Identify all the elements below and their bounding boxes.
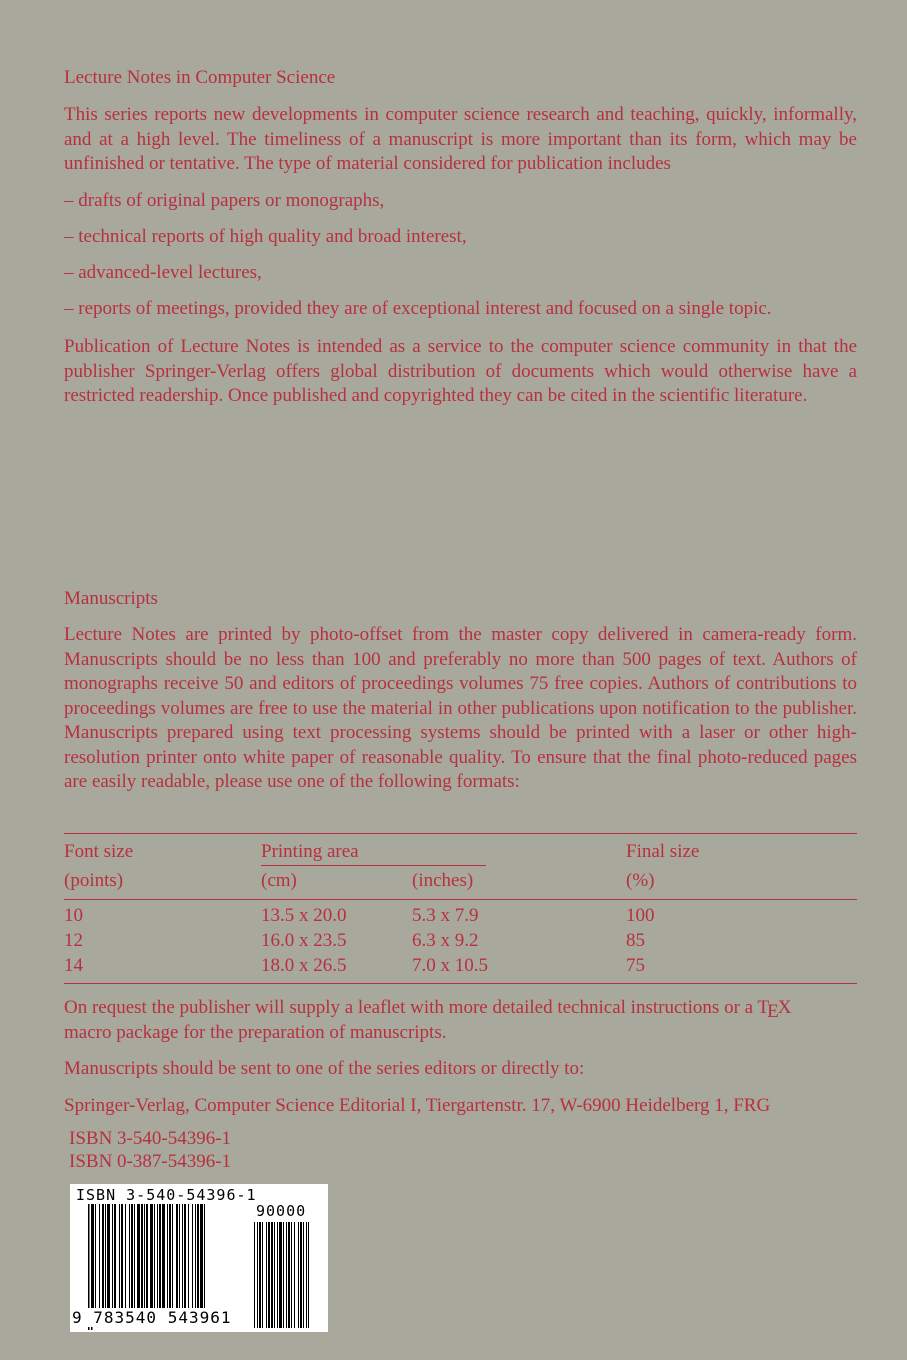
barcode-addon-text: 90000	[256, 1202, 307, 1220]
barcode-addon-bar	[303, 1222, 304, 1328]
request-line-1	[64, 996, 791, 1020]
barcode-bar	[167, 1204, 168, 1314]
barcode-addon-bar	[257, 1222, 258, 1328]
barcode-addon-bar	[271, 1222, 273, 1328]
barcode-bar	[197, 1204, 199, 1314]
cell-font: 14	[64, 955, 83, 976]
series-description: This series reports new developments in computer science research and teaching, quickly, informally, and at a high level. The timeliness of a manuscript is more important than its form, which may be unfinished or tentative. The type of material considered for publication includes	[64, 104, 857, 174]
cell-font: 10	[64, 905, 83, 926]
barcode-bar	[121, 1204, 123, 1314]
barcode-bar	[157, 1204, 158, 1314]
series-title: Lecture Notes in Computer Science	[64, 67, 336, 88]
barcode-bar	[179, 1204, 180, 1314]
tex-e: E	[767, 1001, 779, 1022]
bullet-item: – technical reports of high quality and broad interest,	[64, 226, 467, 247]
cell-cm: 13.5 x 20.0	[261, 905, 347, 926]
barcode-addon-bar	[279, 1222, 282, 1328]
table-bottom-rule	[64, 983, 857, 984]
cell-inches: 7.0 x 10.5	[412, 955, 488, 976]
barcode-addon-bar	[262, 1222, 263, 1328]
barcode-bar	[188, 1204, 189, 1314]
manuscripts-paragraph: Lecture Notes are printed by photo-offset from the master copy delivered in camera-ready form. Manuscripts should be no less than 100 and preferably no more than 500 pages of text. Authors of monographs receive 50 and editors of proceedings volumes 75 free copies. Authors of contributions to proceedings volumes are free to use the material in other publications upon notification to the publisher. Manuscripts prepared using text processing systems should be printed with a laser or other high-resolution printer onto white paper of reasonable quality. To ensure that the final photo-reduced pages are easily readable, please use one of the following formats:	[64, 624, 857, 792]
barcode-addon-bar	[294, 1222, 295, 1328]
barcode-addon-bar	[306, 1222, 307, 1328]
request-text: On request the publisher will supply a leaflet with more detailed technical instructions or a	[64, 997, 754, 1018]
isbn-barcode	[70, 1184, 328, 1332]
bullet-item: – drafts of original papers or monographs,	[64, 190, 385, 211]
manuscripts-heading: Manuscripts	[64, 588, 158, 609]
barcode-bar	[159, 1204, 161, 1314]
cell-cm: 16.0 x 23.5	[261, 930, 347, 951]
barcode-addon-bar	[259, 1222, 261, 1328]
barcode-bar	[131, 1204, 133, 1314]
barcode-bar	[95, 1204, 96, 1314]
barcode-addon-bar	[291, 1222, 292, 1328]
cell-final: 100	[626, 905, 655, 926]
barcode-ean-number: 9 783540 543961	[72, 1308, 232, 1327]
barcode-bar	[195, 1204, 196, 1314]
barcode-addon-bar	[254, 1222, 255, 1328]
barcode-bar	[182, 1204, 183, 1314]
barcode-bar	[137, 1204, 140, 1314]
barcode-bar	[169, 1204, 171, 1314]
send-to-line: Manuscripts should be sent to one of the series editors or directly to:	[64, 1058, 585, 1079]
col-final-size-unit: (%)	[626, 870, 655, 891]
table-top-rule	[64, 833, 857, 834]
barcode-bar	[176, 1204, 178, 1314]
col-cm: (cm)	[261, 870, 297, 891]
barcode-bar	[184, 1204, 186, 1314]
barcode-bar	[129, 1204, 130, 1314]
barcode-bar	[144, 1204, 145, 1314]
barcode-addon-bar	[300, 1222, 302, 1328]
col-final-size: Final size	[626, 841, 700, 862]
isbn-2: ISBN 0-387-54396-1	[69, 1151, 232, 1172]
tex-logo	[757, 997, 792, 1022]
col-inches: (inches)	[412, 870, 474, 891]
barcode-bar	[125, 1204, 126, 1314]
barcode-addon-bar	[266, 1222, 267, 1328]
barcode-bar	[99, 1204, 100, 1314]
barcode-bar	[102, 1204, 104, 1314]
tex-x: X	[777, 997, 792, 1018]
bullet-item: – advanced-level lectures,	[64, 262, 262, 283]
barcode-bar	[200, 1204, 203, 1314]
publication-paragraph: Publication of Lecture Notes is intended as a service to the computer science community in that the publisher Springer-Verlag offers global distribution of documents which would otherwise have a restricted readership. Once published and copyrighted they can be cited in the scientific literature.	[64, 336, 857, 406]
barcode-bar	[114, 1204, 116, 1314]
barcode-bar	[112, 1204, 113, 1314]
barcode-bar	[162, 1204, 165, 1314]
barcode-bar	[141, 1204, 143, 1314]
barcode-addon-bar	[298, 1222, 299, 1328]
table-header-rule	[64, 899, 857, 900]
barcode-bar	[107, 1204, 110, 1314]
barcode-addon-bar	[283, 1222, 284, 1328]
cell-inches: 5.3 x 7.9	[412, 905, 479, 926]
bullet-item: – reports of meetings, provided they are of exceptional interest and focused on a single topic.	[64, 298, 772, 319]
col-font-size-unit: (points)	[64, 870, 124, 891]
publisher-address: Springer-Verlag, Computer Science Editorial I, Tiergartenstr. 17, W-6900 Heidelberg 1, FRG	[64, 1095, 771, 1116]
barcode-bar	[204, 1204, 205, 1314]
cell-inches: 6.3 x 9.2	[412, 930, 479, 951]
barcode-bar	[105, 1204, 106, 1314]
barcode-bar	[134, 1204, 135, 1314]
col-printing-area: Printing area	[261, 841, 359, 862]
barcode-addon-bar	[268, 1222, 270, 1328]
barcode-bar	[119, 1204, 120, 1314]
cell-final: 85	[626, 930, 645, 951]
barcode-bar	[150, 1204, 153, 1314]
request-line-2: macro package for the preparation of manuscripts.	[64, 1022, 447, 1043]
barcode-addon-bar	[288, 1222, 290, 1328]
barcode-isbn-text: ISBN 3-540-54396-1	[76, 1186, 257, 1204]
barcode-bar	[146, 1204, 148, 1314]
cell-font: 12	[64, 930, 83, 951]
barcode-addon-bar	[277, 1222, 278, 1328]
barcode-bar	[192, 1204, 193, 1314]
tex-t: T	[757, 997, 770, 1018]
barcode-bar	[172, 1204, 173, 1314]
barcode-addon-bar	[286, 1222, 287, 1328]
barcode-bar	[154, 1204, 155, 1314]
col-font-size: Font size	[64, 841, 134, 862]
cell-cm: 18.0 x 26.5	[261, 955, 347, 976]
barcode-addon-bar	[274, 1222, 275, 1328]
cell-final: 75	[626, 955, 645, 976]
barcode-addon-bar	[308, 1222, 309, 1328]
isbn-1: ISBN 3-540-54396-1	[69, 1128, 232, 1149]
printing-area-rule	[261, 865, 486, 866]
